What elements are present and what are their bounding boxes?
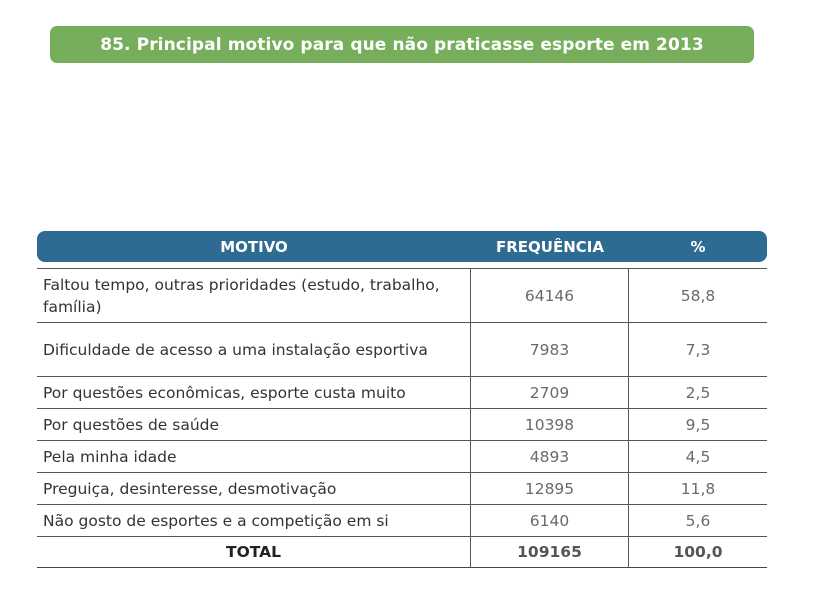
cell-motivo: Dificuldade de acesso a uma instalação esportiva [37,323,471,377]
total-row [37,537,767,568]
cell-frequencia: 6140 [471,505,629,537]
header-motivo: MOTIVO [220,237,288,256]
header-percent: % [690,237,706,256]
cell-frequencia: 10398 [471,409,629,441]
table-row [37,409,767,441]
header-frequencia: FREQUÊNCIA [496,237,604,256]
cell-frequencia: 7983 [471,323,629,377]
cell-motivo: Por questões de saúde [37,409,471,441]
cell-frequencia: 4893 [471,441,629,473]
table-row [37,441,767,473]
cell-percent: 11,8 [629,473,768,505]
cell-percent: 4,5 [629,441,768,473]
table-row [37,473,767,505]
page-title: 85. Principal motivo para que não praticasse esporte em 2013 [50,26,754,63]
table-row [37,377,767,409]
table-row [37,269,767,323]
table-row [37,323,767,377]
cell-percent: 2,5 [629,377,768,409]
cell-percent: 7,3 [629,323,768,377]
cell-frequencia: 64146 [471,269,629,323]
cell-motivo: Preguiça, desinteresse, desmotivação [37,473,471,505]
cell-motivo: Faltou tempo, outras prioridades (estudo, trabalho, família) [37,269,471,323]
total-frequencia: 109165 [471,537,629,568]
cell-percent: 5,6 [629,505,768,537]
table-body [37,268,767,568]
data-table [37,231,767,568]
cell-motivo: Não gosto de esportes e a competição em si [37,505,471,537]
cell-frequencia: 2709 [471,377,629,409]
cell-frequencia: 12895 [471,473,629,505]
cell-percent: 58,8 [629,269,768,323]
table-header [37,231,767,262]
table-row [37,505,767,537]
cell-motivo: Pela minha idade [37,441,471,473]
cell-motivo: Por questões econômicas, esporte custa muito [37,377,471,409]
total-percent: 100,0 [629,537,768,568]
total-label: TOTAL [37,537,471,568]
cell-percent: 9,5 [629,409,768,441]
